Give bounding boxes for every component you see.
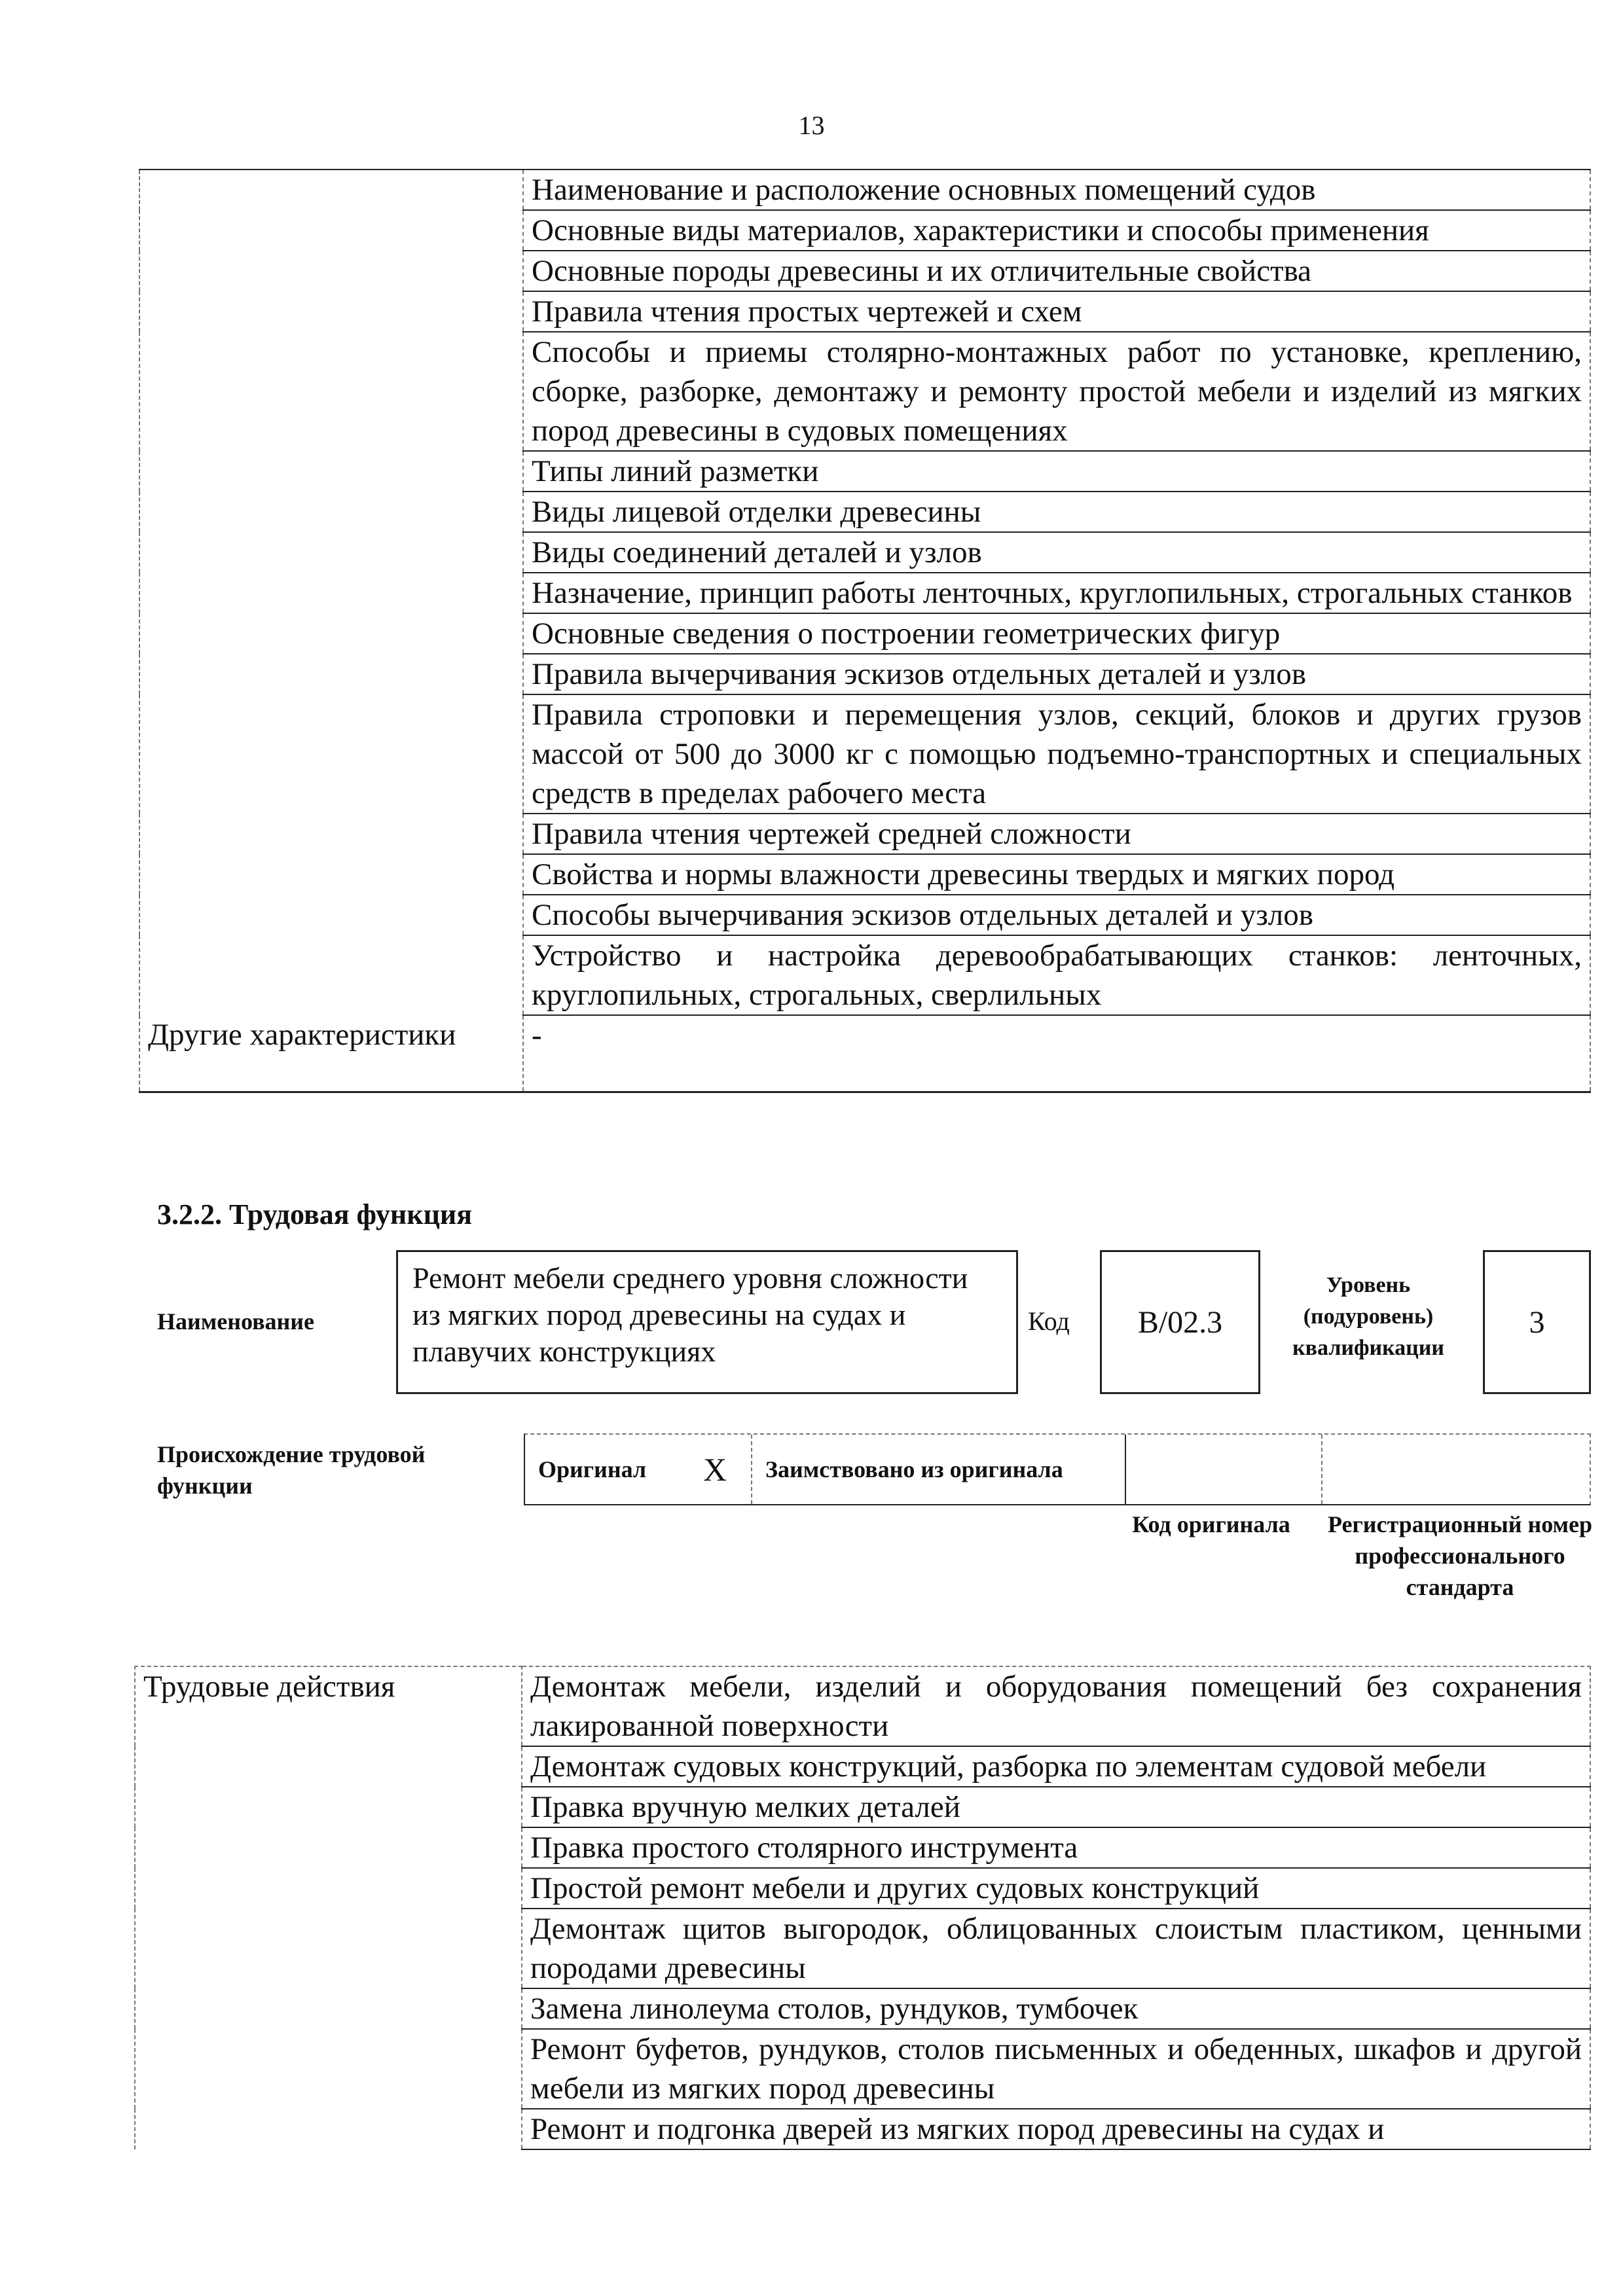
code-value: B/02.3 (1137, 1304, 1223, 1340)
original-code-cell (1125, 1435, 1321, 1504)
knowledge-item: Типы линий разметки (523, 451, 1590, 492)
action-item: Демонтаж щитов выгородок, облицованных слоистым пластиком, ценными породами древесины (522, 1909, 1590, 1988)
table-row (135, 1666, 1590, 1746)
action-item: Демонтаж мебели, изделий и оборудования помещений без сохранения лакированной поверхности (522, 1666, 1590, 1746)
knowledge-table (139, 169, 1591, 1093)
knowledge-item: Основные виды материалов, характеристики и способы применения (523, 210, 1590, 251)
actions-label: Трудовые действия (135, 1666, 522, 2149)
original-mark: X (702, 1451, 727, 1488)
action-item: Демонтаж судовых конструкций, разборка по элементам судовой мебели (522, 1746, 1590, 1787)
function-name-box (396, 1250, 1018, 1394)
action-item: Простой ремонт мебели и других судовых конструкций (522, 1868, 1590, 1909)
knowledge-item: Основные породы древесины и их отличительные свойства (523, 251, 1590, 291)
borrowed-label: Заимствовано из оригинала (751, 1435, 1091, 1504)
section-heading: 3.2.2. Трудовая функция (157, 1198, 473, 1230)
knowledge-item: Назначение, принцип работы ленточных, круглопильных, строгальных станков (523, 573, 1590, 613)
other-label: Другие характеристики (139, 1015, 523, 1092)
knowledge-item: Правила чтения чертежей средней сложности (523, 814, 1590, 854)
reg-caption: Регистрационный номер профессионального стандарта (1327, 1511, 1593, 1600)
knowledge-item: Свойства и нормы влажности древесины твердых и мягких пород (523, 854, 1590, 895)
reg-number-cell (1321, 1435, 1590, 1504)
level-box (1483, 1250, 1591, 1394)
knowledge-item: Способы вычерчивания эскизов отдельных деталей и узлов (523, 895, 1590, 935)
code-label: Код (1028, 1306, 1070, 1336)
page-number: 13 (798, 111, 825, 140)
original-label: Оригинал (538, 1456, 647, 1482)
name-label: Наименование (157, 1308, 314, 1335)
knowledge-item: Виды соединений деталей и узлов (523, 532, 1590, 573)
knowledge-item: Наименование и расположение основных помещений судов (523, 170, 1590, 210)
function-name-value: Ремонт мебели среднего уровня сложности из мягких пород древесины на судах и плавучих конструкциях (412, 1261, 968, 1368)
table-row (139, 170, 1590, 210)
level-value: 3 (1529, 1304, 1545, 1340)
action-item: Правка вручную мелких деталей (522, 1787, 1590, 1827)
knowledge-item: Правила чтения простых чертежей и схем (523, 291, 1590, 332)
knowledge-item: Способы и приемы столярно-монтажных работ по установке, креплению, сборке, разборке, демонтажу и ремонту простой мебели и изделий из мягких пород древесины в судовых помещениях (523, 332, 1590, 451)
action-item: Замена линолеума столов, рундуков, тумбочек (522, 1988, 1590, 2029)
origin-row (524, 1433, 1591, 1505)
code-box (1100, 1250, 1260, 1394)
other-value: - (523, 1015, 1590, 1092)
level-label: Уровень (подуровень) квалификации (1292, 1273, 1444, 1360)
action-item: Правка простого столярного инструмента (522, 1827, 1590, 1868)
action-item: Ремонт и подгонка дверей из мягких пород древесины на судах и (522, 2109, 1590, 2149)
knowledge-item: Основные сведения о построении геометрических фигур (523, 613, 1590, 654)
knowledge-item: Виды лицевой отделки древесины (523, 492, 1590, 532)
knowledge-label-cell (139, 170, 523, 1015)
other-characteristics-row (139, 1015, 1590, 1092)
code-caption: Код оригинала (1132, 1511, 1290, 1537)
knowledge-item: Правила строповки и перемещения узлов, секций, блоков и других грузов массой от 500 до 3000 кг с помощью подъемно-транспортных и специальных средств в пределах рабочего места (523, 694, 1590, 814)
action-item: Ремонт буфетов, рундуков, столов письменных и обеденных, шкафов и другой мебели из мягких пород древесины (522, 2029, 1590, 2109)
origin-label: Происхождение трудовой функции (157, 1441, 426, 1499)
knowledge-item: Правила вычерчивания эскизов отдельных деталей и узлов (523, 654, 1590, 694)
knowledge-item: Устройство и настройка деревообрабатывающих станков: ленточных, круглопильных, строгальных, сверлильных (523, 935, 1590, 1015)
actions-table (134, 1666, 1591, 2150)
